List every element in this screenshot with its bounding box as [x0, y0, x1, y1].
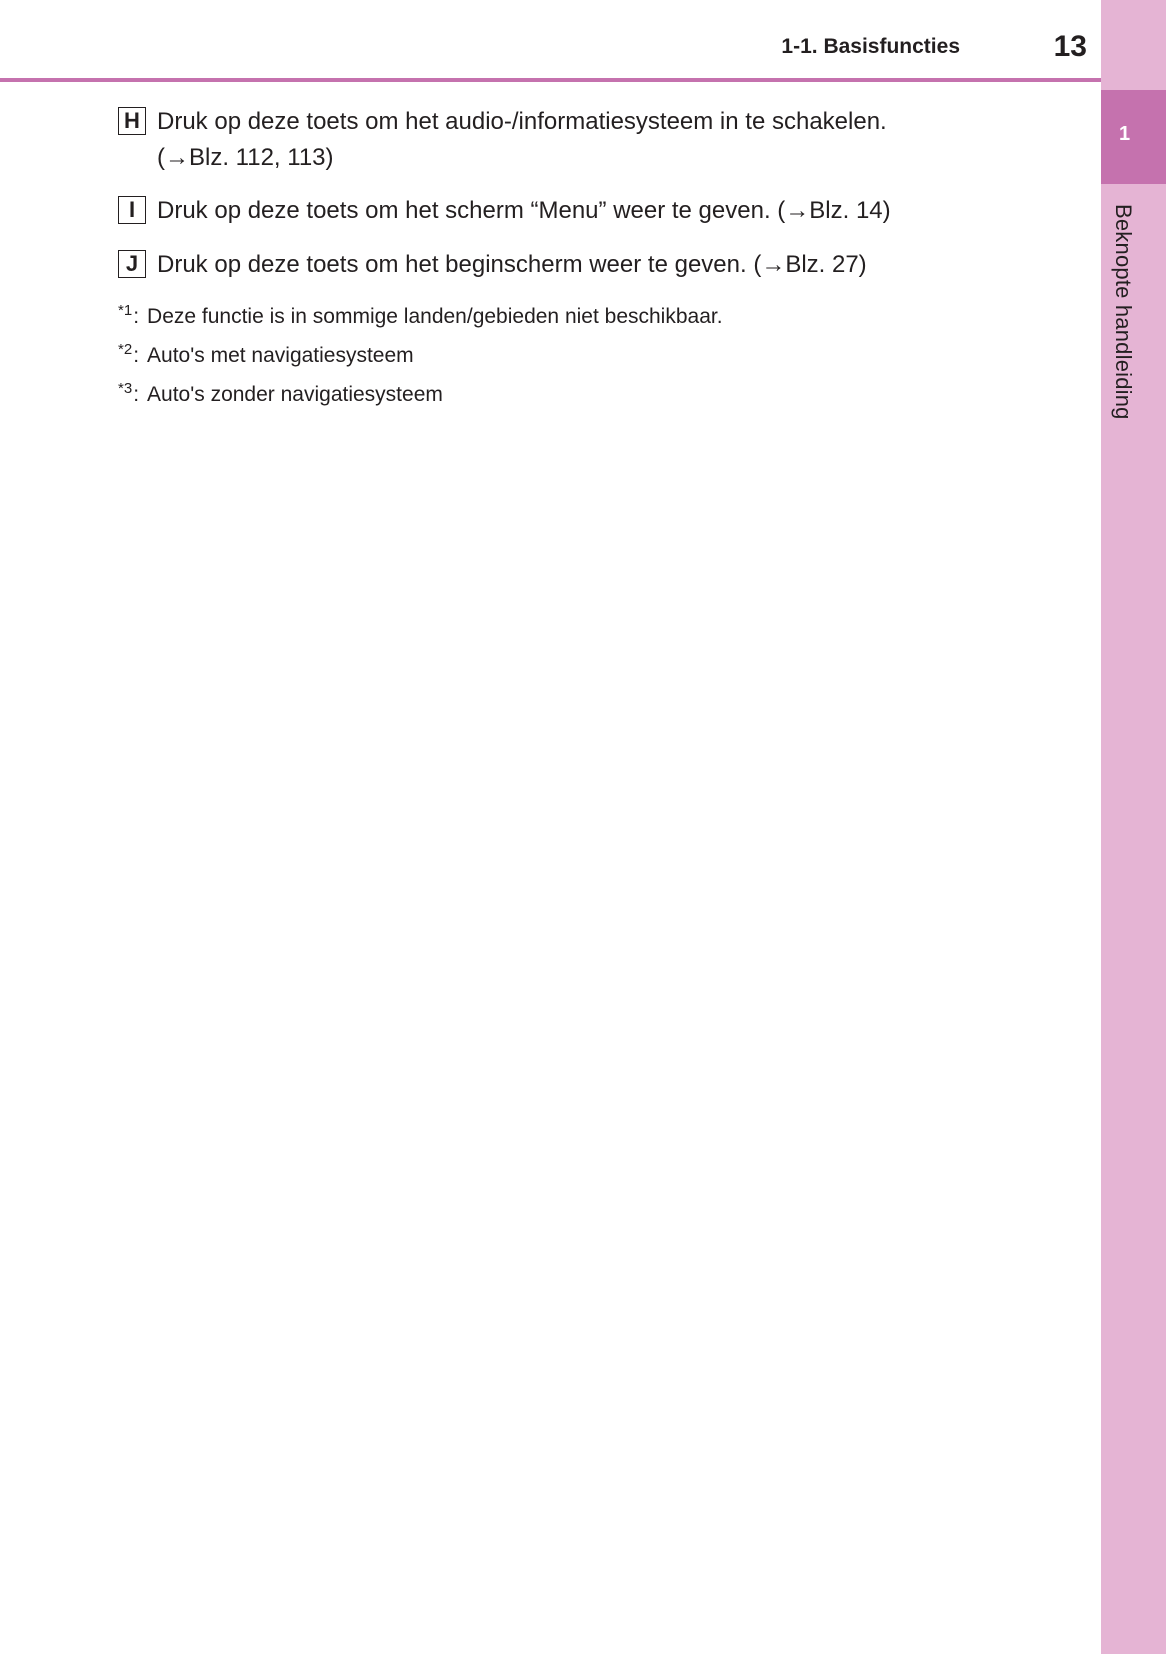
item-text-line: Druk op deze toets om het beginscherm weer te geven. (→Blz. 27): [157, 251, 867, 278]
chapter-title: Beknopte handleiding: [1111, 204, 1136, 420]
footnote-mark: *2: [118, 341, 133, 358]
footnote: $^{*3}$: Auto's zonder navigatiesysteem: [118, 380, 443, 406]
footnote-text: Auto's met navigatiesysteem: [147, 344, 414, 367]
list-item-h: [118, 107, 1078, 179]
item-text-line: Druk op deze toets om het scherm “Menu” weer te geven. (→Blz. 14): [157, 197, 891, 224]
footnote-mark: *1: [118, 302, 133, 319]
footnote: $^{*1}$: Deze functie is in sommige landen/gebieden niet beschikbaar.: [118, 302, 723, 328]
list-item-i: [118, 196, 1078, 232]
page-number: 13: [1053, 30, 1087, 63]
item-text-line: Druk op deze toets om het audio-/informatiesysteem in te schakelen.: [157, 108, 887, 135]
footnote-text: Auto's zonder navigatiesysteem: [147, 383, 443, 406]
footnote-mark: *3: [118, 380, 133, 397]
item-text-line: (→Blz. 112, 113): [157, 144, 334, 171]
section-title: 1-1. Basisfuncties: [781, 35, 960, 58]
footnote: $^{*2}$: Auto's met navigatiesysteem: [118, 341, 414, 367]
list-item-j: [118, 250, 1078, 286]
item-description: [157, 104, 1057, 176]
key-letter-box: I: [118, 196, 146, 224]
item-description: [157, 193, 1057, 229]
item-description: [157, 247, 1057, 283]
header-rule: [0, 78, 1101, 82]
footnote-text: Deze functie is in sommige landen/gebieden niet beschikbaar.: [147, 305, 723, 328]
chapter-number: 1: [1118, 123, 1131, 145]
key-letter-box: H: [118, 107, 146, 135]
key-letter-box: J: [118, 250, 146, 278]
